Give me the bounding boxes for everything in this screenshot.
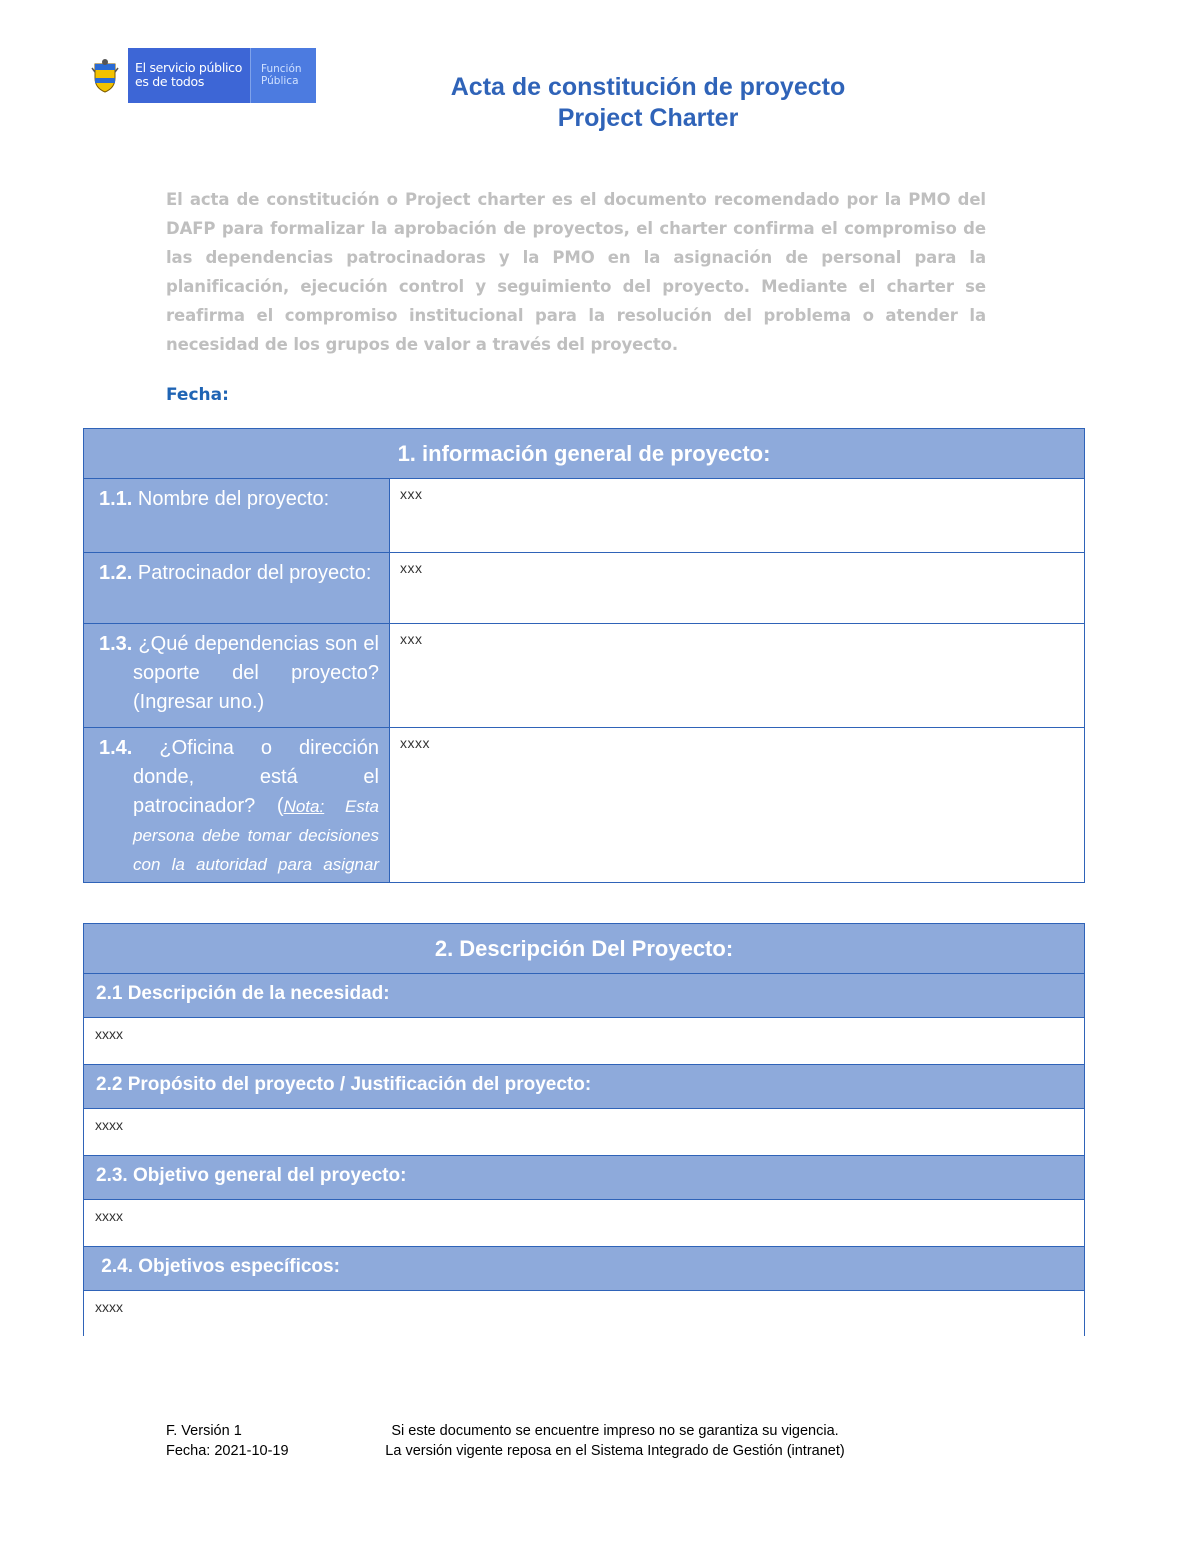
- row-label: Nombre del proyecto:: [137, 488, 330, 510]
- purpose-header: 2.2 Propósito del proyecto / Justificación del proyecto:: [84, 1065, 1084, 1109]
- row-label: ¿Qué dependencias son el soporte del proyecto? (Ingresar uno.): [133, 633, 379, 713]
- title-spanish: Acta de constitución de proyecto: [450, 73, 846, 101]
- intro-paragraph: El acta de constitución o Project charter es el documento recomendado por la PMO del DAFP para formalizar la aprobación de proyectos, el charter confirma el compromiso de las dependencias patrocinadoras y la PMO en la asignación de personal para la planificación, ejecución control y seguimiento del proyecto. Mediante el charter se reafirma el compromiso institucional para la resolución del problema o atender la necesidad de los grupos de valor a través del proyecto.: [166, 190, 986, 354]
- need-description-header: 2.1 Descripción de la necesidad:: [84, 974, 1084, 1018]
- need-description-field[interactable]: xxxx: [84, 1018, 1084, 1065]
- purpose-field[interactable]: xxxx: [84, 1109, 1084, 1156]
- general-objective-header: 2.3. Objetivo general del proyecto:: [84, 1156, 1084, 1200]
- sponsor-office-field[interactable]: xxxx: [400, 735, 430, 751]
- info-row: 1.2. Patrocinador del proyecto: xxx: [84, 553, 1084, 624]
- section-general-info: [83, 428, 1085, 903]
- page-title: [330, 72, 966, 134]
- logo-brand: Función Pública: [250, 48, 316, 103]
- info-row: 1.1. Nombre del proyecto: xxx: [84, 479, 1084, 553]
- coat-of-arms-icon: [82, 48, 128, 103]
- section-2-title: 2. Descripción Del Proyecto:: [84, 924, 1084, 974]
- logo-slogan: El servicio público es de todos: [128, 48, 250, 103]
- support-units-field[interactable]: xxx: [400, 631, 423, 647]
- row-note: Nota: Esta persona debe tomar decisiones con la autoridad para asignar recursos.): [133, 797, 379, 903]
- row-label: ¿Oficina o dirección donde, está el patrocinador?: [133, 737, 379, 817]
- general-objective-field[interactable]: xxxx: [84, 1200, 1084, 1247]
- footer-version: F. Versión 1 Fecha: 2021-10-19: [166, 1423, 289, 1459]
- section-description: [83, 923, 1085, 1336]
- specific-objectives-field[interactable]: xxxx: [95, 1299, 123, 1315]
- row-label: Patrocinador del proyecto:: [137, 562, 372, 584]
- project-name-field[interactable]: xxx: [400, 486, 423, 502]
- info-row: 1.4. ¿Oficina o dirección donde, está el patrocinador? (Nota: Esta persona debe tomar decisiones con la autoridad para asignar recursos.) xxxx: [84, 728, 1084, 883]
- fecha-label: Fecha:: [166, 385, 229, 405]
- info-row: 1.3. ¿Qué dependencias son el soporte del proyecto? (Ingresar uno.) xxx: [84, 624, 1084, 728]
- section-1-title: 1. información general de proyecto:: [84, 429, 1084, 479]
- sponsor-field[interactable]: xxx: [400, 560, 423, 576]
- title-english: Project Charter: [557, 104, 739, 132]
- logo: [82, 48, 316, 103]
- footer-notice: Si este documento se encuentre impreso no se garantiza su vigencia. La versión vigente reposa en el Sistema Integrado de Gestión (intranet): [385, 1423, 845, 1459]
- specific-objectives-header: 2.4. Objetivos específicos:: [84, 1247, 1084, 1291]
